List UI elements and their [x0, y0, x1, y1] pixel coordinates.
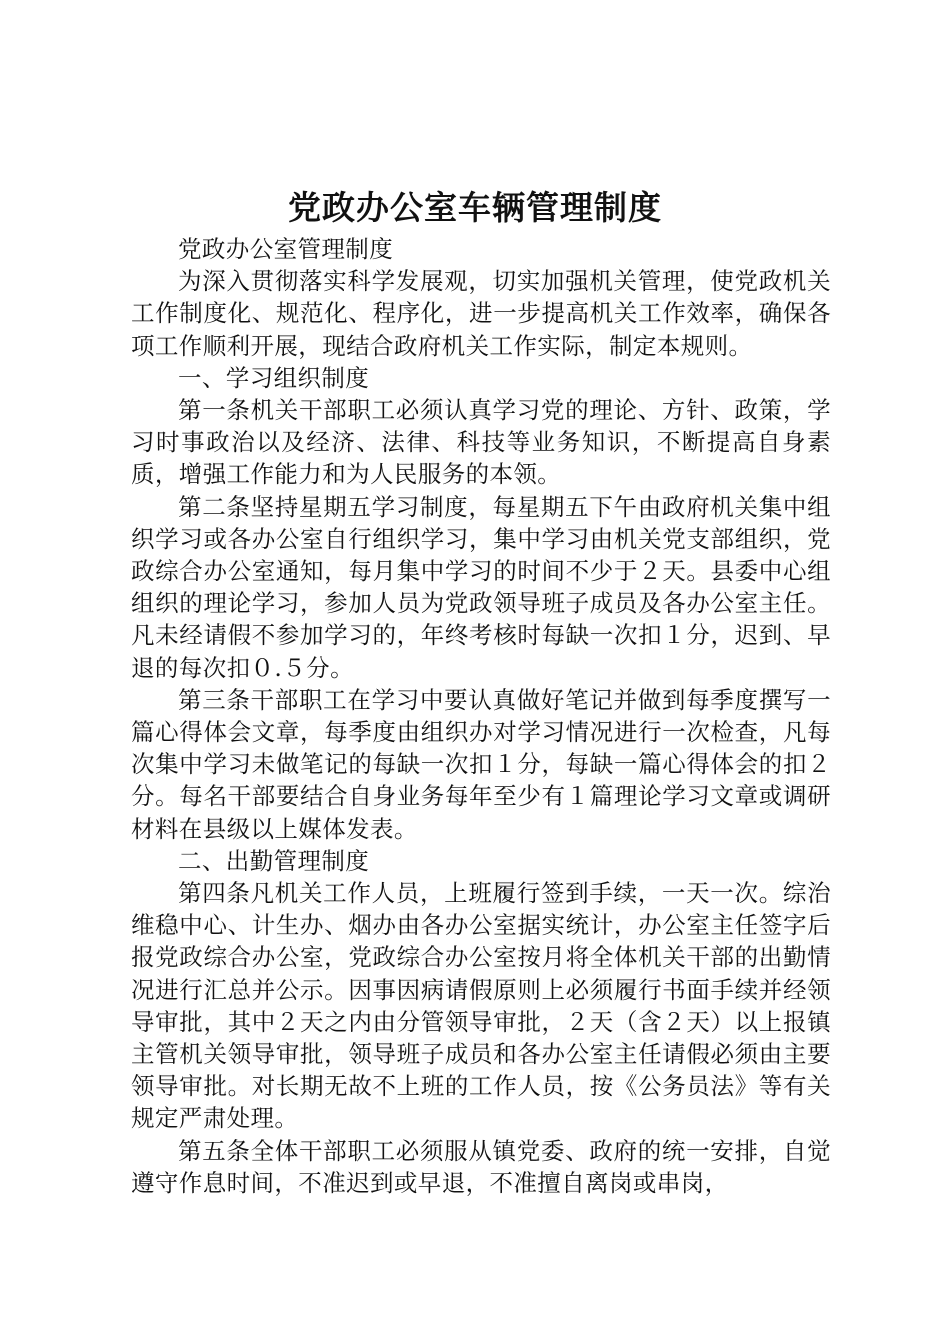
paragraph-article-4: 第四条凡机关工作人员，上班履行签到手续，一天一次。综治维稳中心、计生办、烟办由各办公室据实统计，办公室主任签字后报党政综合办公室，党政综合办公室按月将全体机关干部的出勤情况进行汇总并公示。因事因病请假原则上必须履行书面手续并经领导审批，其中２天之内由分管领导审批，２天（含２天）以上报镇主管机关领导审批，领导班子成员和各办公室主任请假必须由主要领导审批。对长期无故不上班的工作人员，按《公务员法》等有关规定严肃处理。: [131, 879, 831, 1133]
document-body: [131, 233, 831, 1199]
paragraph-article-3: 第三条干部职工在学习中要认真做好笔记并做到每季度撰写一篇心得体会文章，每季度由组织办对学习情况进行一次检查，凡每次集中学习未做笔记的每缺一次扣１分，每缺一篇心得体会的扣２分。每名干部要结合自身业务每年至少有１篇理论学习文章或调研材料在县级以上媒体发表。: [131, 685, 831, 843]
section-heading-study: 一、学习组织制度: [178, 363, 370, 392]
paragraph-article-2: 第二条坚持星期五学习制度，每星期五下午由政府机关集中组织学习或各办公室自行组织学习，集中学习由机关党支部组织，党政综合办公室通知，每月集中学习的时间不少于２天。县委中心组组织的理论学习，参加人员为党政领导班子成员及各办公室主任。凡未经请假不参加学习的，年终考核时每缺一次扣１分，迟到、早退的每次扣０.５分。: [131, 492, 831, 682]
paragraph-article-1: 第一条机关干部职工必须认真学习党的理论、方针、政策，学习时事政治以及经济、法律、科技等业务知识，不断提高自身素质，增强工作能力和为人民服务的本领。: [131, 396, 831, 489]
document-title: 党政办公室车辆管理制度: [288, 188, 662, 227]
paragraph-preamble: 为深入贯彻落实科学发展观，切实加强机关管理，使党政机关工作制度化、规范化、程序化，进一步提高机关工作效率，确保各项工作顺利开展，现结合政府机关工作实际，制定本规则。: [131, 267, 831, 360]
paragraph-subtitle: 党政办公室管理制度: [178, 235, 394, 263]
paragraph-article-5: 第五条全体干部职工必须服从镇党委、政府的统一安排，自觉遵守作息时间，不准迟到或早退，不准擅自离岗或串岗，: [131, 1136, 831, 1197]
section-heading-attendance: 二、出勤管理制度: [178, 846, 370, 875]
